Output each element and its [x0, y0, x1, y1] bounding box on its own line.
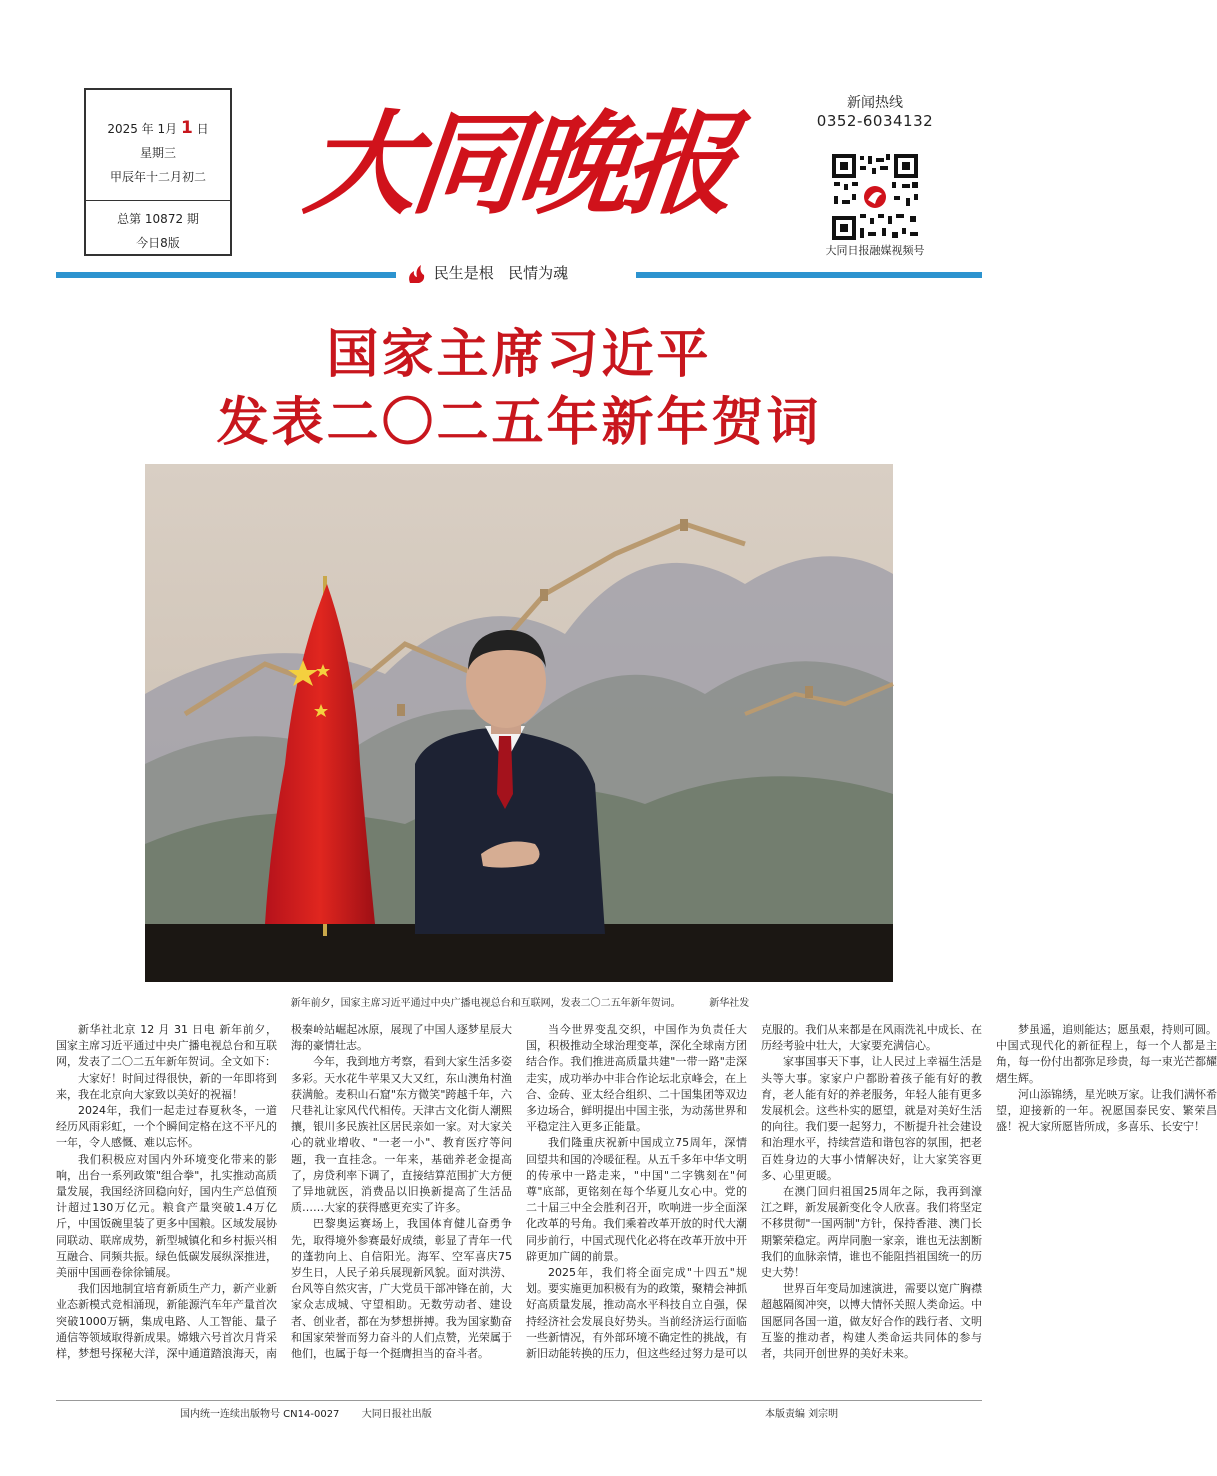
hotline-number: 0352-6034132 [816, 112, 934, 130]
page-count: 今日8版 [136, 236, 180, 250]
photo-caption [150, 994, 890, 1009]
article-paragraph: 大家好！时间过得很快，新的一年即将到来，我在北京向大家致以美好的祝福！ [56, 1071, 277, 1101]
slogan [405, 262, 645, 285]
slogan-text: 民生是根 民情为魂 [433, 264, 569, 282]
date-box [84, 88, 232, 256]
weekday: 星期三 [139, 146, 176, 160]
day-suffix: 日 [196, 122, 209, 136]
hotline-label: 新闻热线 [847, 95, 903, 111]
flame-logo-icon [405, 263, 427, 285]
news-photo [145, 464, 893, 982]
article-paragraph: 巴黎奥运赛场上，我国体育健儿奋勇争先，取得境外参赛最好成绩，彰显了青年一代的蓬勃向上、自信阳光。海军、空军喜庆75岁生日，人民子弟兵展现新风貌。面对洪涝、台风等自然灾害，广大党员干部冲锋在前，大家众志成城、守望相助。无数劳动者、建设者、创业者，都在为梦想拼搏。我为国家勤奋和国家荣誉而努力奋斗的人们点赞，光荣属于他们，也属于每一个挺膺担当的奋斗者。 [291, 1217, 512, 1361]
date-box-divider [86, 200, 230, 201]
lunar-date: 甲辰年十二月初二 [109, 170, 206, 184]
page-editor: 本版责编 刘宗明 [765, 1409, 839, 1420]
qr-caption: 大同日报融媒视频号 [825, 244, 925, 257]
article-paragraph: 我们积极应对国内外环境变化带来的影响，出台一系列政策"组合拳"，扎实推动高质量发展，我国经济回稳向好，国内生产总值预计超过130万亿元。粮食产量突破1.4万亿斤，中国饭碗里装了更多中国粮。区域发展协同联动、联席成势，新型城镇化和乡村振兴相互融合、同频共振。绿色低碳发展纵深推进，美丽中国画卷徐徐铺展。 [56, 1152, 277, 1280]
article-paragraph: 2025年，我们将全面完成"十四五"规划。要实施更加积极有为的政策，聚精会神抓好高质量发展，推动高水平科技自立自强，保持经济社会发展良好势头。当前经济运行面临一些新情况，有外部环境不确定性的挑战，有新旧动能转换的压力，但这些经过努力是可以克服的。我们从来都是在风雨洗礼中成长、在历经考验中壮大，大家要充满信心。 [526, 1023, 982, 1361]
article-paragraph: 梦虽遥，追则能达；愿虽艰，持则可圆。中国式现代化的新征程上，每一个人都是主角，每一份付出都弥足珍贵，每一束光芒都耀熠生辉。 [996, 1023, 1217, 1085]
article-paragraph: 在澳门回归祖国25周年之际，我再到濠江之畔，新发展新变化令人欣喜。我们将坚定不移贯彻"一国两制"方针，保持香港、澳门长期繁荣稳定。两岸同胞一家亲，谁也无法割断我们的血脉亲情，谁也不能阻挡祖国统一的历史大势！ [761, 1185, 982, 1280]
article-paragraph: 家事国事天下事，让人民过上幸福生活是头等大事。家家户户都盼着孩子能有好的教育，老人能有好的养老服务，年轻人能有更多发展机会。这些朴实的愿望，就是对美好生活的向往。我们要一起努力，不断提升社会建设和治理水平，持续营造和谐包容的氛围，把老百姓身边的大事小情解决好，让大家笑容更多、心里更暖。 [761, 1055, 982, 1182]
publication-number: 国内统一连续出版物号 CN14-0027 [180, 1409, 340, 1420]
footer-divider [56, 1400, 982, 1401]
photo-credit: 新华社发 [709, 998, 750, 1009]
slogan-bar-left [56, 272, 396, 278]
photo-caption-text: 新年前夕，国家主席习近平通过中央广播电视总台和互联网，发表二〇二五年新年贺词。 [290, 998, 681, 1009]
article-body [56, 1022, 1217, 1388]
article-paragraph: 我们隆重庆祝新中国成立75周年，深情回望共和国的冷暖征程。从五千多年中华文明的传承中一路走来，"中国"二字镌刻在"何尊"底部，更铭刻在每个华夏儿女心中。党的二十届三中全会胜利召开，吹响进一步全面深化改革的号角。我们乘着改革开放的时代大潮同步前行，中国式现代化必将在改革开放中开辟更加广阔的前景。 [526, 1136, 747, 1263]
slogan-bar-right [636, 272, 982, 278]
issue-number: 总第 10872 期 [117, 212, 199, 226]
qr-code-icon [830, 152, 920, 242]
date-line [86, 118, 230, 138]
article-paragraph: 新华社北京 12 月 31 日电 新年前夕，国家主席习近平通过中央广播电视总台和互联网，发表了二〇二五年新年贺词。全文如下： [56, 1023, 277, 1069]
publisher: 大同日报社出版 [361, 1409, 432, 1420]
article-paragraph: 我们因地制宜培育新质生产力，新产业新业态新模式竞相涌现，新能源汽车年产量首次突破1000万辆，集成电路、人工智能、量子通信等领域取得新成果。嫦娥六号首次月背采样，梦想号探秘大洋，深中通道踏浪海天，南极秦岭站崛起冰原，展现了中国人逐梦星辰大海的豪情壮志。 [56, 1023, 512, 1361]
article-paragraph: 当今世界变乱交织，中国作为负责任大国，积极推动全球治理变革，深化全球南方团结合作。我们推进高质量共建"一带一路"走深走实，成功举办中非合作论坛北京峰会，在上合、金砖、亚太经合组织、二十国集团等双边多边场合，鲜明提出中国主张，为动荡世界和平稳定注入更多正能量。 [526, 1023, 747, 1134]
headline-line-2: 发表二〇二五年新年贺词 [216, 392, 822, 453]
day-number: 1 [180, 118, 193, 138]
year-month: 2025 年 1月 [107, 122, 178, 136]
footer-publication-info [180, 1405, 432, 1420]
article-paragraph: 世界百年变局加速演进，需要以宽广胸襟超越隔阂冲突，以博大情怀关照人类命运。中国愿同各国一道，做友好合作的践行者、文明互鉴的推动者，构建人类命运共同体的参与者，共同开创世界的美好未来。 [761, 1282, 982, 1361]
article-paragraph: 2024年，我们一起走过春夏秋冬，一道经历风雨彩虹，一个个瞬间定格在这不平凡的一年，令人感慨、难以忘怀。 [56, 1104, 277, 1150]
headline-line-1: 国家主席习近平 [326, 324, 712, 385]
masthead [258, 90, 778, 240]
article-paragraph: 今年，我到地方考察，看到大家生活多姿多彩。天水花牛苹果又大又红，东山澳角村渔获满舱。麦积山石窟"东方微笑"跨越千年，六尺巷礼让家风代代相传。天津古文化街人潮熙攘，银川多民族社区居民亲如一家。对大家关心的就业增收、"一老一小"、教育医疗等问题，我一直挂念。一年来，基础养老金提高了，房贷利率下调了，直接结算范围扩大方便了异地就医，消费品以旧换新提高了生活品质……大家的获得感更充实了许多。 [291, 1055, 512, 1215]
newspaper-title: 大同晚报 [299, 99, 737, 230]
article-paragraph: 河山添锦绣，星光映万家。让我们满怀希望，迎接新的一年。祝愿国泰民安、繁荣昌盛！祝大家所愿皆所成，多喜乐、长安宁！ [996, 1087, 1217, 1134]
